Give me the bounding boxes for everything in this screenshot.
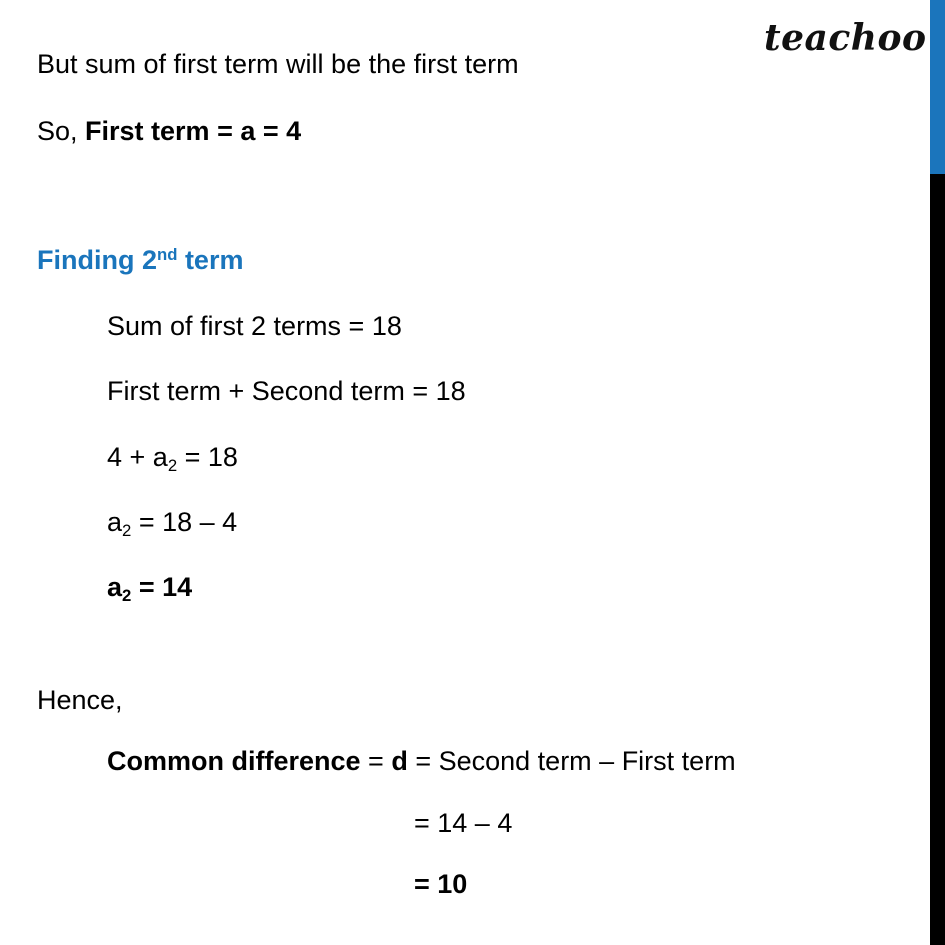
heading-superscript: nd bbox=[156, 244, 178, 264]
common-difference-formula bbox=[107, 744, 736, 778]
cd-result: = 10 bbox=[414, 869, 468, 899]
heading-suffix: term bbox=[177, 245, 244, 275]
d-symbol: d bbox=[391, 746, 408, 776]
cd-substitution: = 14 – 4 bbox=[414, 808, 513, 838]
first-term-conclusion bbox=[37, 114, 301, 148]
hence-label: Hence, bbox=[37, 685, 123, 715]
cd-equals: = bbox=[360, 746, 392, 776]
cd-definition: = Second term – First term bbox=[407, 746, 736, 776]
common-difference-label: Common difference bbox=[107, 746, 361, 776]
equation-4-plus-a2 bbox=[107, 440, 238, 474]
so-prefix: So, bbox=[37, 116, 86, 146]
eq2-subscript: 2 bbox=[122, 521, 132, 541]
eq2-suffix: = 18 – 4 bbox=[131, 507, 238, 537]
eq3-prefix: a bbox=[107, 572, 123, 602]
first-plus-second-term: First term + Second term = 18 bbox=[107, 376, 466, 406]
eq1-subscript: 2 bbox=[167, 456, 178, 476]
sum-of-first-two-terms: Sum of first 2 terms = 18 bbox=[107, 311, 402, 341]
equation-a2-result bbox=[107, 570, 192, 604]
eq1-suffix: = 18 bbox=[177, 442, 238, 472]
first-term-value: First term = a = 4 bbox=[85, 116, 302, 146]
scrollbar-thumb[interactable] bbox=[930, 0, 945, 174]
section-heading bbox=[37, 243, 243, 277]
eq3-suffix: = 14 bbox=[131, 572, 193, 602]
eq3-subscript: 2 bbox=[122, 586, 132, 606]
equation-a2-subtraction bbox=[107, 505, 237, 539]
eq1-prefix: 4 + a bbox=[107, 442, 168, 472]
teachoo-logo: teachoo bbox=[764, 17, 927, 59]
eq2-prefix: a bbox=[107, 507, 123, 537]
heading-text: Finding 2 bbox=[37, 245, 157, 275]
statement-sum-first-term: But sum of first term will be the first term bbox=[37, 49, 519, 79]
